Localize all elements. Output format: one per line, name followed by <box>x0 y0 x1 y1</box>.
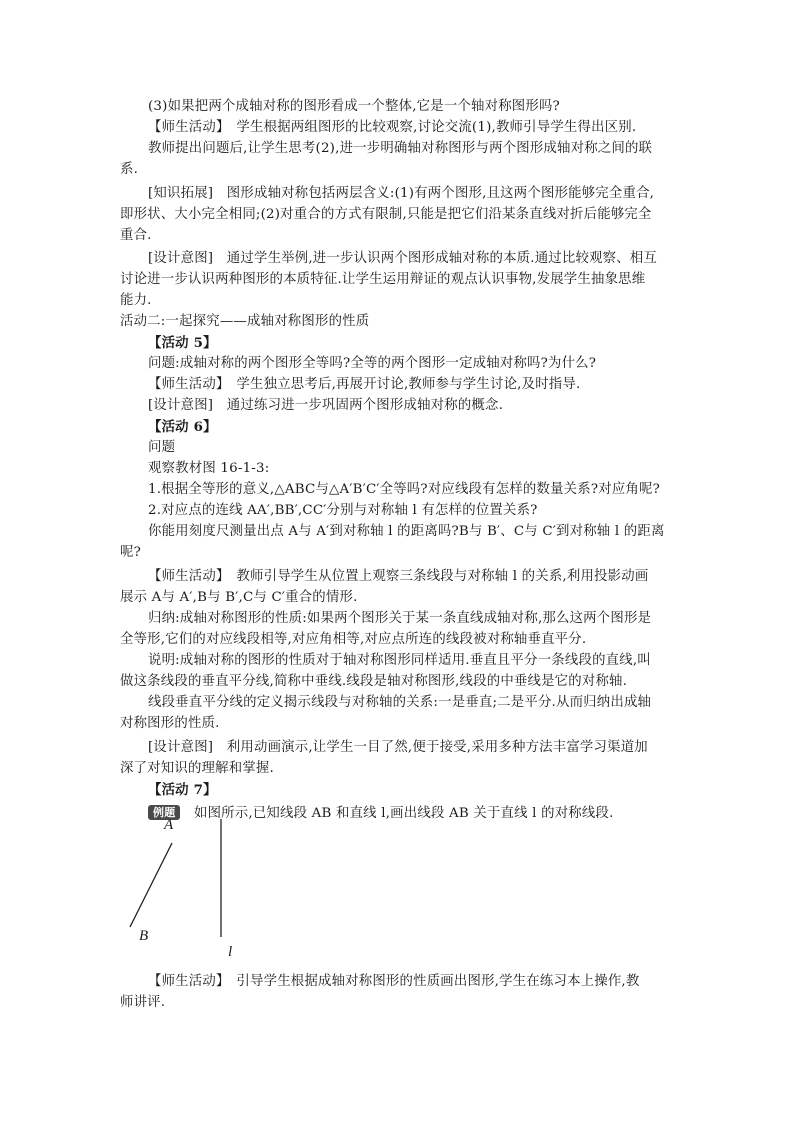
paragraph-line: 能力. <box>120 293 152 308</box>
design-intent: [设计意图] 利用动画演示,让学生一目了然,便于接受,采用多种方法丰富学习渠道加 <box>148 740 648 755</box>
paragraph-line: 讨论进一步认识两种图形的本质特征.让学生运用辩证的观点认识事物,发展学生抽象思维 <box>120 272 646 287</box>
paragraph-line: 观察教材图 16-1-3: <box>148 461 270 476</box>
paragraph-line: 系. <box>120 162 139 177</box>
activity-6-heading: 【活动 6】 <box>148 419 217 435</box>
example-text: 如图所示,已知线段 AB 和直线 l,画出线段 AB 关于直线 l 的对称线段. <box>180 806 614 821</box>
numbered-item: 1.根据全等形的意义,△ABC与△A′B′C′全等吗?对应线段有怎样的数量关系?对应角呢? <box>148 482 660 497</box>
paragraph-line: 呢? <box>120 545 141 560</box>
segment-ab <box>130 843 172 927</box>
question-label: 问题 <box>148 440 176 455</box>
numbered-item: 2.对应点的连线 AA′,BB′,CC′分别与对称轴 l 有怎样的位置关系? <box>148 503 538 518</box>
paragraph-line: 教师提出问题后,让学生思考(2),进一步明确轴对称图形与两个图形成轴对称之间的联 <box>148 141 653 156</box>
paragraph-line: 即形状、大小完全相同;(2)对重合的方式有限制,只能是把它们沿某条直线对折后能够完全 <box>120 207 652 222</box>
paragraph-line: 对称图形的性质. <box>120 716 220 731</box>
paragraph-line: 深了对知识的理解和掌握. <box>120 761 274 776</box>
design-intent: [设计意图] 通过学生举例,进一步认识两个图形成轴对称的本质.通过比较观察、相互 <box>148 251 658 266</box>
explanation-line: 说明:成轴对称的图形的性质对于轴对称图形同样适用.垂直且平分一条线段的直线,叫 <box>148 653 651 668</box>
paragraph-line: 重合. <box>120 228 152 243</box>
section-heading: 活动二:一起探究——成轴对称图形的性质 <box>120 314 370 329</box>
paragraph-line: 做这条线段的垂直平分线,简称中垂线.线段是轴对称图形,线段的中垂线是它的对称轴. <box>120 674 628 689</box>
summary-line: 归纳:成轴对称图形的性质:如果两个图形关于某一条直线成轴对称,那么这两个图形是 <box>148 611 652 626</box>
point-a-label: A <box>164 817 174 833</box>
question-line: 问题:成轴对称的两个图形全等吗?全等的两个图形一定成轴对称吗?为什么? <box>148 356 597 371</box>
question-3: (3)如果把两个成轴对称的图形看成一个整体,它是一个轴对称图形吗? <box>148 99 560 114</box>
teacher-student-activity: 【师生活动】 引导学生根据成轴对称图形的性质画出图形,学生在练习本上操作,教 <box>148 974 640 989</box>
paragraph-line: 展示 A与 A′,B与 B′,C与 C′重合的情形. <box>120 590 358 605</box>
geometry-figure <box>120 815 240 965</box>
point-b-label: B <box>139 928 149 944</box>
teacher-student-activity: 【师生活动】 教师引导学生从位置上观察三条线段与对称轴 l 的关系,利用投影动画 <box>148 569 649 584</box>
design-intent: [设计意图] 通过练习进一步巩固两个图形成轴对称的概念. <box>148 398 504 413</box>
paragraph-line: 师讲评. <box>120 995 166 1010</box>
line-l-label: l <box>228 944 233 960</box>
teacher-student-activity: 【师生活动】 学生独立思考后,再展开讨论,教师参与学生讨论,及时指导. <box>148 377 581 392</box>
example-badge: 例题 <box>148 805 180 820</box>
knowledge-extension: [知识拓展] 图形成轴对称包括两层含义:(1)有两个图形,且这两个图形能够完全重合, <box>148 186 655 201</box>
activity-7-heading: 【活动 7】 <box>148 782 217 798</box>
teacher-student-activity: 【师生活动】 学生根据两组图形的比较观察,讨论交流(1),教师引导学生得出区别. <box>148 120 637 135</box>
paragraph-line: 全等形,它们的对应线段相等,对应角相等,对应点所连的线段被对称轴垂直平分. <box>120 632 587 647</box>
activity-5-heading: 【活动 5】 <box>148 335 217 351</box>
paragraph-line: 线段垂直平分线的定义揭示线段与对称轴的关系:一是垂直;二是平分.从而归纳出成轴 <box>148 695 652 710</box>
paragraph-line: 你能用刻度尺测量出点 A与 A′到对称轴 l 的距离吗?B与 B′、C与 C′到对称轴 l 的距离 <box>148 524 665 539</box>
